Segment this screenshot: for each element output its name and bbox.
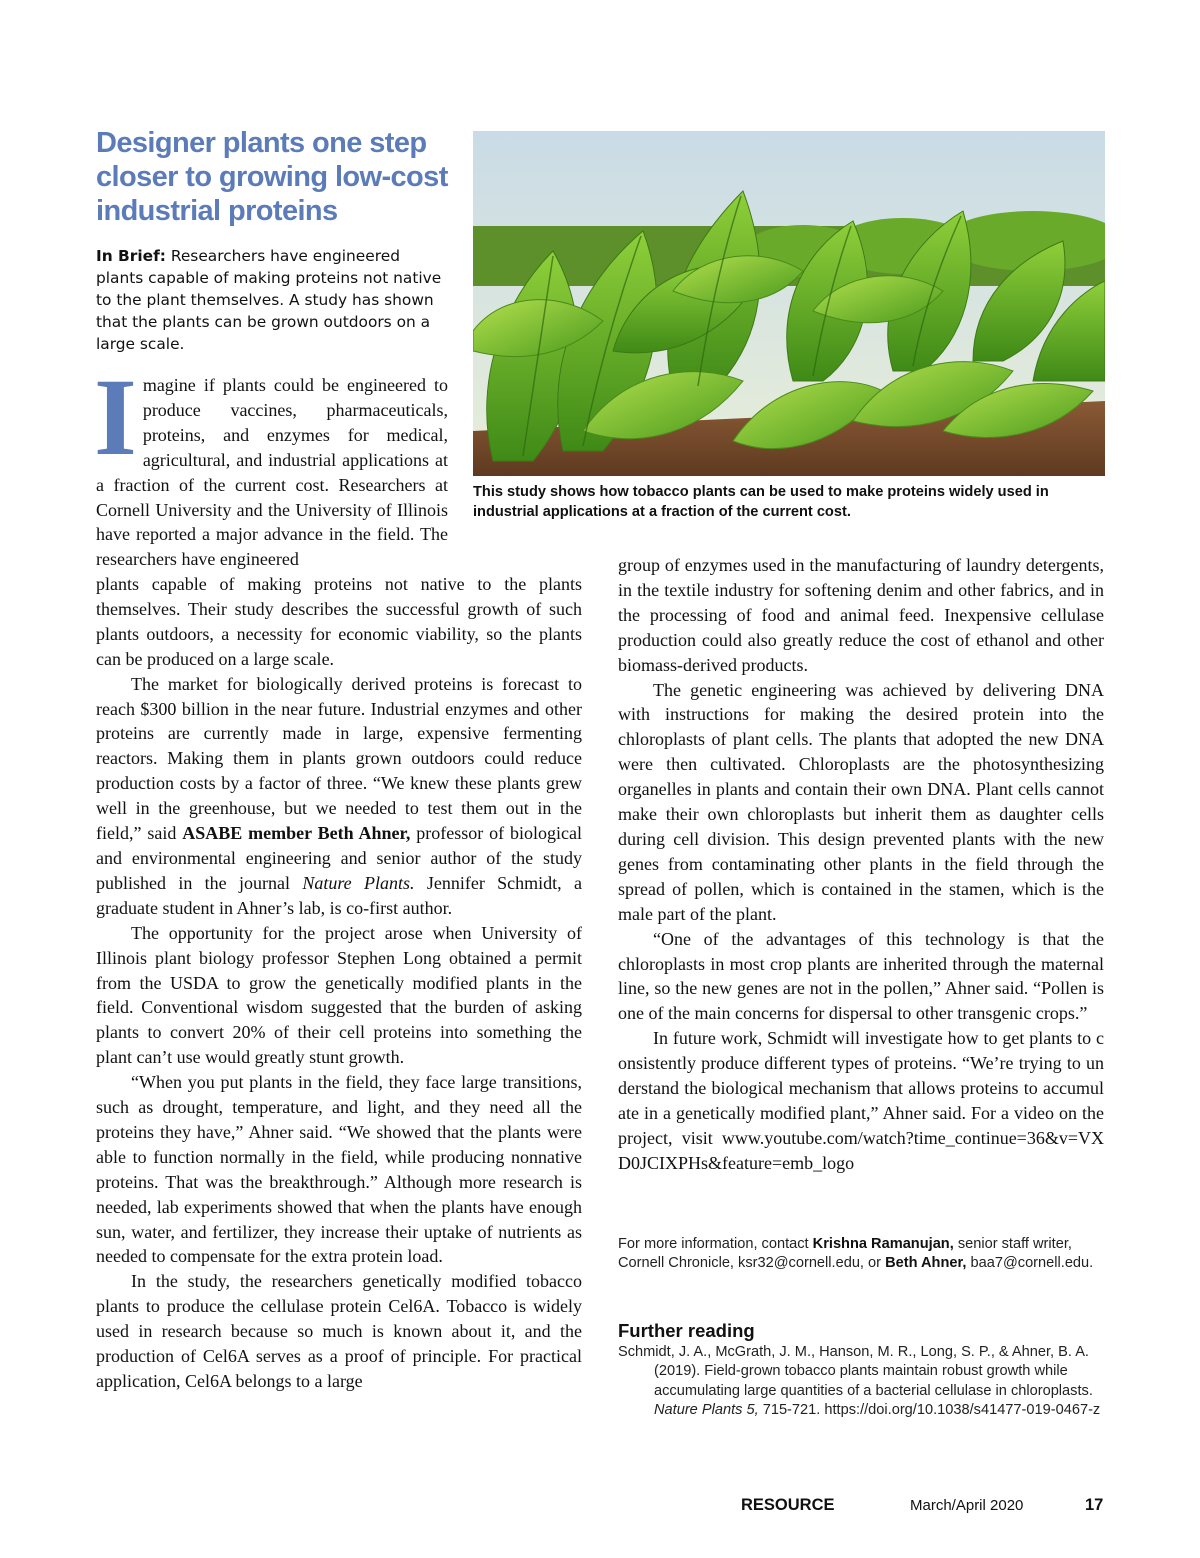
body-column-left xyxy=(96,572,582,1394)
paragraph-opportunity: The opportunity for the project arose when University of Illinois plant biology professor Stephen Long obtained a permit from the USDA to grow the genetically modified plants in the field. Conventional wisdom suggested that the burden of asking plants to convert 20% of their cell proteins into something the plant can’t use would greatly stunt growth. xyxy=(96,922,582,1068)
contact-name-ramanujan: Krishna Ramanujan, xyxy=(812,1236,954,1252)
footer-issue-date: March/April 2020 xyxy=(910,1497,1024,1514)
reference-journal: Nature Plants 5, xyxy=(654,1402,759,1419)
paragraph-field: “When you put plants in the field, they face large transitions, such as drought, temperature, and light, and they need all the proteins they have,” Ahner said. “We showed that the plants were able to function normally in the field, while producing nonnative proteins. That was the breakthrough.” Although more research is needed, lab experiments showed that when the plants have enough sun, water, and fertilizer, they increase their uptake of nutrients as needed to compensate for the extra protein load. xyxy=(96,1072,582,1267)
body-column-right xyxy=(618,553,1104,1176)
further-reading-reference: Schmidt, J. A., McGrath, J. M., Hanson, M. R., Long, S. P., & Ahner, B. A. (2019). Field-grown tobacco plants maintain robust growth while accumulating large quantities of a bacterial cellulase in chloroplasts. Nature Plants 5, 715-721. https://doi.org/10.1038/s41477-019-0467-z xyxy=(618,1344,1101,1419)
paragraph-study-continued: group of enzymes used in the manufacturing of laundry detergents, in the textile industry for softening denim and other fabrics, and in the processing of food and animal feed. Inexpensive cellulase production could also greatly reduce the cost of ethanol and other biomass-derived products. xyxy=(618,555,1104,675)
paragraph-genetic-engineering: The genetic engineering was achieved by delivering DNA with instructions for making the desired protein into the chloroplasts of plant cells. The plants that adopted the new DNA were then cultivated. Chloroplasts are the photosynthesizing organelles in plants and contain their own DNA. Plant cells cannot make their own chloroplasts but inherit them as daughter cells during cell division. This design prevented plants with the new genes from contaminating other plants in the field through the spread of pollen, which is contained in the stamen, which is the male part of the plant. xyxy=(618,679,1104,924)
paragraph-future-work: In future work, Schmidt will investigate how to get plants to consistently produce different types of proteins. “We’re trying to understand the biological mechanism that allows proteins to accumulate in a genetically modified plant,” Ahner said. For a video on the project, visit www.youtube.com/watch?time_continue=36&v=VXD0JCIXPHs&feature=emb_logo xyxy=(618,1028,1104,1173)
in-brief xyxy=(96,245,446,355)
journal-name: Nature Plants. xyxy=(302,872,415,893)
footer-magazine-name: RESOURCE xyxy=(741,1496,835,1514)
intro-continuation: plants capable of making proteins not native to the plants themselves. Their study describes the successful growth of such plants outdoors, a necessity for economic viability, so the plants can be produced on a large scale. xyxy=(96,574,582,669)
paragraph-advantages: “One of the advantages of this technology is that the chloroplasts in most crop plants are inherited through the maternal line, so the new genes are not in the pollen,” Ahner said. “Pollen is one of the main concerns for dispersal to other transgenic crops.” xyxy=(618,928,1104,1024)
drop-cap: I xyxy=(94,356,137,478)
intro-paragraph-top xyxy=(94,356,448,572)
photo-caption: This study shows how tobacco plants can be used to make proteins widely used in industrial applications at a fraction of the current cost. xyxy=(473,484,1049,520)
further-reading-heading: Further reading xyxy=(618,1320,755,1341)
in-brief-label: In Brief: xyxy=(96,247,166,265)
tobacco-field-photo xyxy=(473,131,1105,476)
contact-name-ahner: Beth Ahner, xyxy=(885,1255,967,1272)
paragraph-study: In the study, the researchers genetically modified tobacco plants to produce the cellulase protein Cel6A. Tobacco is widely used in research because so much is known about it, and the production of Cel6A serves as a proof of principle. For practical application, Cel6A belongs to a large xyxy=(96,1271,582,1391)
intro-text: magine if plants could be engineered to produce vaccines, pharmaceuticals, proteins, and enzymes for medical, agricultural, and industrial applications at a fraction of the current cost. Researchers at Cornell University and the University of Illinois have reported a major advance in the field. The researchers have engineered xyxy=(96,375,448,570)
article-title: Designer plants one step closer to growing low-cost industrial proteins xyxy=(96,127,448,227)
paragraph-market: The market for biologically derived proteins is forecast to reach $300 billion in the near future. Industrial enzymes and other proteins are currently made in large, expensive fermenting reactors. Making them in plants grown outdoors could reduce production costs by a factor of three. “We knew these plants grew well in the greenhouse, but we needed to test them out in the field,” said ASABE member Beth Ahner, professor of biological and environmental engineering and senior author of the study published in the journal Nature Plants. Jennifer Schmidt, a graduate student in Ahner’s lab, is co-first author. xyxy=(96,673,582,918)
contact-info: For more information, contact Krishna Ramanujan, senior staff writer, Cornell Chronicle, ksr32@cornell.edu, or Beth Ahner, baa7@cornell.edu. xyxy=(618,1236,1094,1272)
in-brief-text: Researchers have engineered plants capable of making proteins not native to the plant themselves. A study has shown that the plants can be grown outdoors on a large scale. xyxy=(96,247,442,353)
asabe-member-name: ASABE member Beth Ahner, xyxy=(182,823,411,844)
footer-page-number: 17 xyxy=(1085,1496,1104,1514)
